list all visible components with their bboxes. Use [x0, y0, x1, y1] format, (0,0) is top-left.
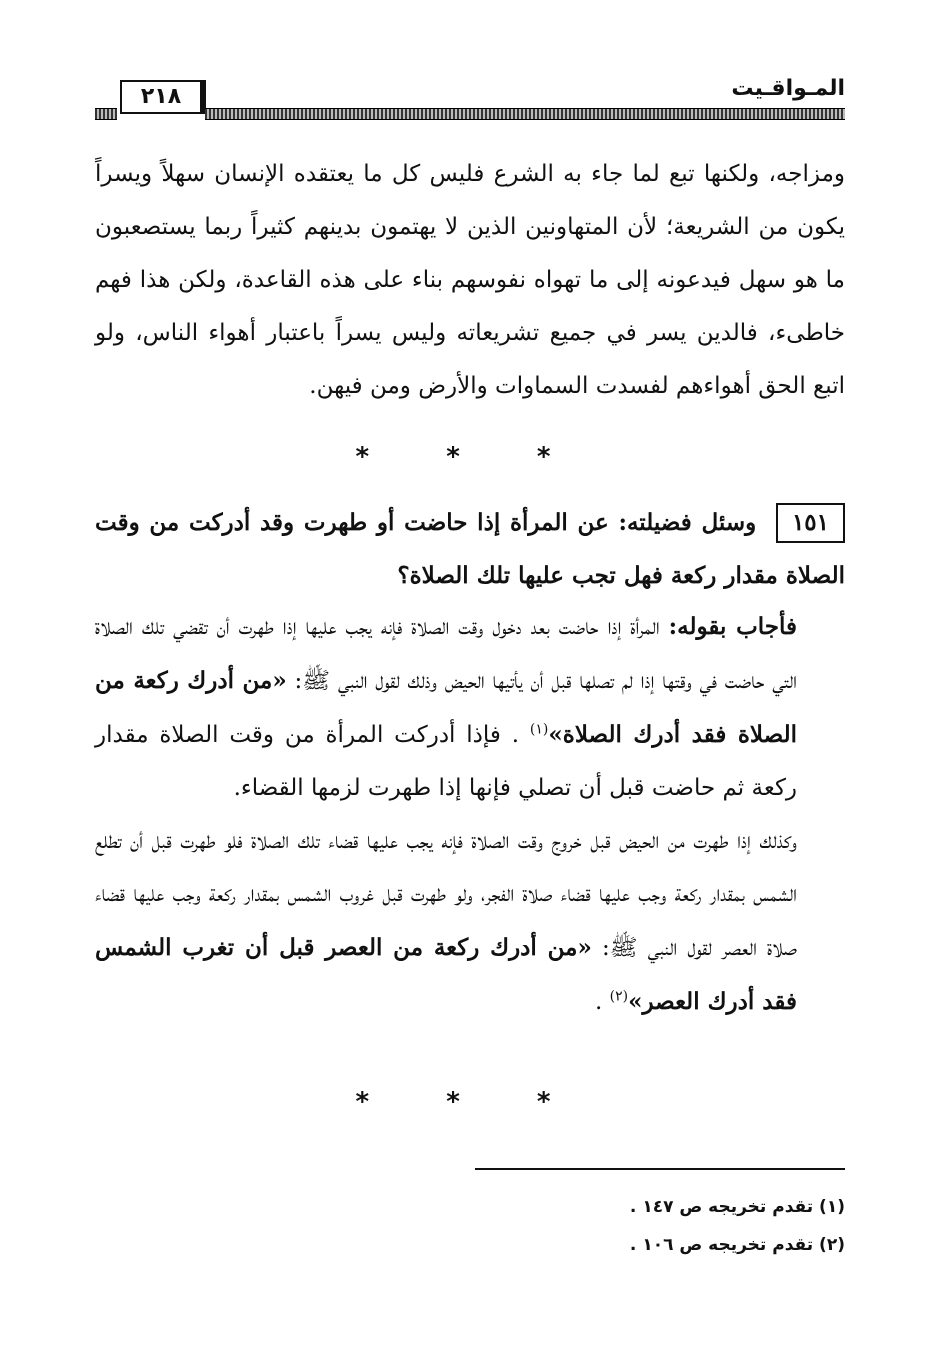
page-header	[95, 68, 845, 128]
question-text: وسئل فضيلته: عن المرأة إذا حاضت أو طهرت وقد أدركت من وقت الصلاة مقدار ركعة فهل تجب عليها تلك الصلاة؟	[95, 509, 845, 589]
answer-part-1: المرأة إذا حاضت بعد دخول وقت الصلاة فإنه يجب عليها إذا طهرت أن تقضي تلك الصلاة التي حاضت في وقتها إذا لم تصلها قبل أن يأتيها الحيض وذلك لقول النبي ﷺ:	[95, 614, 798, 694]
question-block	[95, 496, 845, 602]
header-rule-left	[95, 108, 117, 120]
paragraph-intro: ومزاجه، ولكنها تبع لما جاء به الشرع فليس كل ما يعتقده الإنسان سهلاً ويسراً يكون من الشريعة؛ لأن المتهاونين الذين لا يهتمون بدينهم كثيراً ربما يستصعبون ما هو سهل فيدعونه إلى ما تهواه نفوسهم بناء على هذه القاعدة، ولكن هذا فهم خاطىء، فالدين يسر في جميع تشريعاته وليس يسراً باعتبار أهواء الناس، ولو اتبع الحق أهواءهم لفسدت السماوات والأرض ومن فيهن.	[95, 161, 845, 399]
question-number: ١٥١	[776, 503, 845, 543]
header-rule-right	[205, 108, 845, 120]
page-number: ٢١٨	[120, 80, 202, 114]
footnote-1: (١) تقدم تخريجه ص ١٤٧ .	[629, 1197, 845, 1217]
chapter-title: المـواقـيت	[731, 76, 845, 101]
footnotes	[475, 1188, 845, 1264]
answer-block	[95, 600, 845, 1029]
section-separator-2: * * *	[355, 1087, 585, 1117]
answer-paragraph-1	[95, 600, 845, 815]
hadith-quote-2: «من أدرك ركعة من العصر قبل أن تغرب الشمس فقد أدرك العصر»	[95, 934, 797, 1015]
answer-lead: فأجاب بقوله:	[668, 613, 797, 640]
footnote-ref-2: (٢)	[609, 988, 629, 1005]
answer-paragraph-2	[95, 815, 845, 1029]
section-separator: * * *	[355, 442, 585, 472]
answer-part-3: وكذلك إذا طهرت من الحيض قبل خروج وقت الصلاة فإنه يجب عليها قضاء تلك الصلاة فلو طهرت قبل أن تطلع الشمس بمقدار ركعة وجب عليها قضاء صلاة الفجر، ولو طهرت قبل غروب الشمس بمقدار ركعة وجب عليها قضاء صلاة العصر لقول النبي ﷺ:	[95, 828, 798, 961]
answer-end: .	[594, 989, 603, 1015]
footnote-2: (٢) تقدم تخريجه ص ١٠٦ .	[629, 1235, 845, 1255]
answer-part-2: . فإذا أدركت المرأة من وقت الصلاة مقدار ركعة ثم حاضت قبل أن تصلي فإنها إذا طهرت لزمها القضاء.	[95, 722, 797, 801]
footnote-ref-1: (١)	[529, 721, 549, 738]
hadith-quote-1: «من أدرك ركعة من الصلاة فقد أدرك الصلاة»	[95, 667, 798, 748]
footnote-divider	[475, 1168, 845, 1170]
